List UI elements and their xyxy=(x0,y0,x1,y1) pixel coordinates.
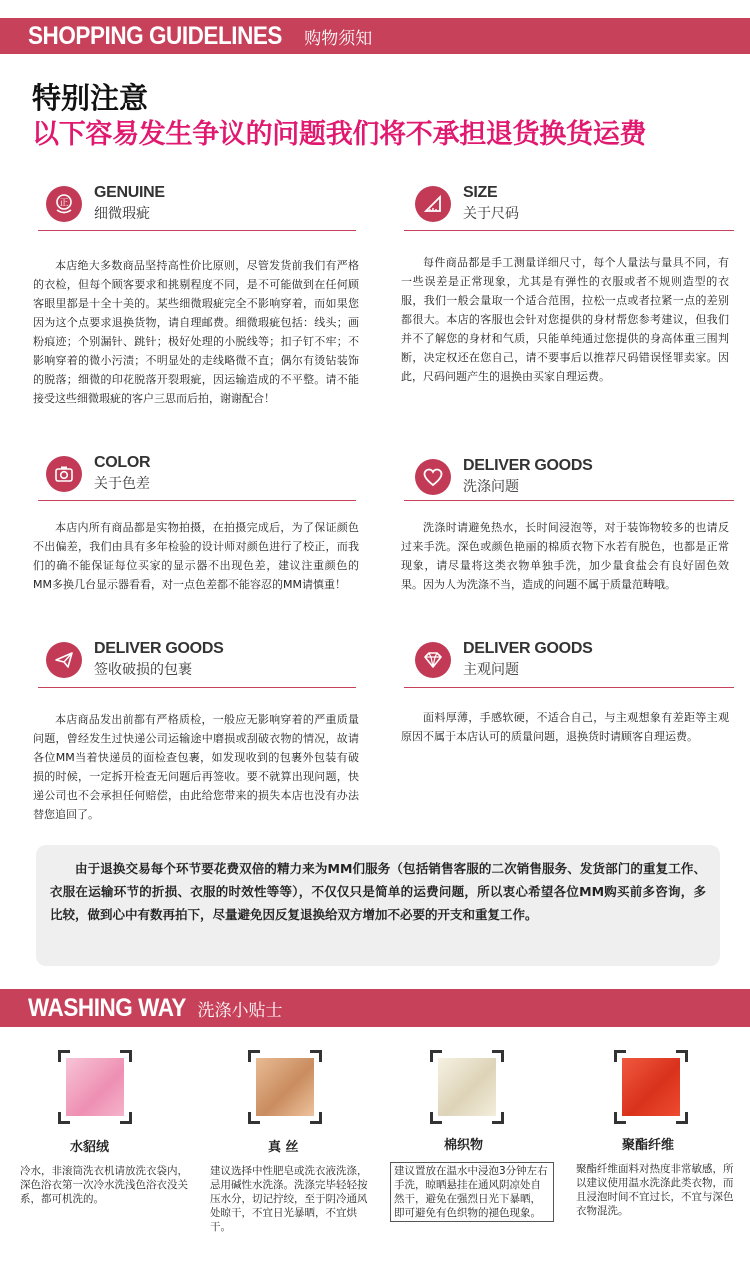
section-divider xyxy=(38,230,356,231)
section-divider xyxy=(38,687,356,688)
fabric-swatch-frame xyxy=(248,1050,322,1124)
section-divider xyxy=(38,500,356,501)
section-size xyxy=(415,182,745,230)
fabric-swatch-frame xyxy=(58,1050,132,1124)
fabric-swatch xyxy=(622,1058,680,1116)
section-body-color: 本店内所有商品都是实物拍摄，在拍摄完成后，为了保证颜色不出偏差，我们由具有多年检验的设计师对颜色进行了校正，而我们的确不能保证每位买家的显示器不出现色差，建议注重颜色的MM多换几台显示器看看，对一点色差都不能容忍的MM请慎重！ xyxy=(33,521,359,591)
washing-way-banner xyxy=(0,989,750,1027)
section-title-en: SIZE xyxy=(463,184,498,201)
section-body-damaged-package: 本店商品发出前都有严格质检，一般应无影响穿着的严重质量问题，曾经发生过快递公司运输途中磨损或刮破衣物的情况，故请各位MM当着快递员的面检查包裹，如发现收到的包裹外包装有破损的时候，一定拆开检查无问题后再签收。要不就算出现问题，快递公司也不会承担任何赔偿，由此给您带来的损失本店也没有办法替您追回了。 xyxy=(33,713,359,821)
section-body-subjective-issues: 面料厚薄，手感软硬，不适合自己，与主观想象有差距等主观原因不属于本店认可的质量问题，退换货时请顾客自理运费。 xyxy=(401,711,729,743)
fabric-care-text: 建议选择中性肥皂或洗衣液洗涤，忌用碱性水洗涤。洗涤完毕轻轻按压水分，切记拧绞，至于阴冷通风处晾干，不宜日光暴晒，不宜烘干。 xyxy=(210,1165,368,1233)
section-damaged-package xyxy=(46,638,376,686)
fabric-name: 棉织物 xyxy=(444,1138,484,1153)
fabric-name: 聚酯纤维 xyxy=(622,1138,675,1153)
fabric-name: 水貂绒 xyxy=(70,1140,110,1155)
camera-icon xyxy=(46,456,82,492)
section-body-genuine: 本店绝大多数商品坚持高性价比原则，尽管发货前我们有严格的衣检，但每个顾客要求和挑剔程度不同，是不可能做到在任何顾客眼里都是十全十美的。某些细微瑕疵完全不影响穿着，而如果您因为这个点要求退换货物，请自理邮费。细微瑕疵包括：线头；画粉痕迹；个别漏针、跳针；极好处理的小脱线等；扣子钉不牢；不影响穿着的微小污渍；不明显处的走线略微不直；偶尔有烫钻装饰的脱落；细微的印花脱落开裂瑕疵，因运输造成的不平整。请不能接受这些细微瑕疵的客户三思而后拍，谢谢配合！ xyxy=(33,259,359,405)
section-title-en: DELIVER GOODS xyxy=(463,640,593,657)
fabric-name: 真 丝 xyxy=(268,1140,299,1155)
notice-subtitle: 以下容易发生争议的问题我们将不承担退货换货运费 xyxy=(32,119,647,150)
fabric-swatch xyxy=(66,1058,124,1116)
ruler-triangle-icon xyxy=(415,186,451,222)
section-title-en: DELIVER GOODS xyxy=(94,640,224,657)
section-washing-issues xyxy=(415,455,745,503)
shopping-guidelines-banner xyxy=(0,18,750,54)
section-divider xyxy=(404,230,734,231)
genuine-seal-icon xyxy=(46,186,82,222)
fabric-swatch xyxy=(438,1058,496,1116)
diamond-icon xyxy=(415,642,451,678)
banner-title-cn: 购物须知 xyxy=(304,28,373,49)
fabric-swatch-frame xyxy=(614,1050,688,1124)
fabric-care-text: 建议置放在温水中浸泡3分钟左右手洗，晾晒悬挂在通风阴凉处自然干，避免在强烈日光下暴晒，即可避免有色织物的褪色现象。 xyxy=(390,1162,554,1222)
fabric-care-text: 聚酯纤维面料对热度非常敏感，所以建议使用温水洗涤此类衣物，而且浸泡时间不宜过长，不宜与深色衣物混洗。 xyxy=(576,1163,734,1217)
section-body-washing-issues: 洗涤时请避免热水，长时间浸泡等，对于装饰物较多的也请反过来手洗。深色或颜色艳丽的棉质衣物下水若有脱色，也都是正常现象，请尽量将这类衣物单独手洗，加少量食盐会有良好固色效果。因为人为洗涤不当，造成的问题不属于质量范畴哦。 xyxy=(401,521,729,591)
section-divider xyxy=(404,500,734,501)
section-title-en: COLOR xyxy=(94,454,151,471)
banner-title-cn: 洗涤小贴士 xyxy=(197,1000,283,1021)
section-title-cn: 关于尺码 xyxy=(463,206,519,222)
svg-text:正: 正 xyxy=(59,198,69,209)
section-title-en: GENUINE xyxy=(94,184,165,201)
section-title-en: DELIVER GOODS xyxy=(463,457,593,474)
section-title-cn: 细微瑕疵 xyxy=(94,206,150,222)
fabric-swatch xyxy=(256,1058,314,1116)
heart-icon xyxy=(415,459,451,495)
notice-title: 特别注意 xyxy=(32,81,149,115)
section-title-cn: 签收破损的包裹 xyxy=(94,662,192,678)
section-color xyxy=(46,452,376,500)
section-subjective-issues xyxy=(415,638,745,686)
fabric-care-text: 冷水，非滚筒洗衣机请放洗衣袋内，深色浴衣第一次冷水洗浅色浴衣没关系，都可机洗的。 xyxy=(20,1165,188,1205)
return-policy-callout: 由于退换交易每个环节要花费双倍的精力来为MM们服务（包括销售客服的二次销售服务、发货部门的重复工作、衣服在运输环节的折损、衣服的时效性等等），不仅仅只是简单的运费问题，所以衷心希望各位MM购买前多咨询，多比较，做到心中有数再拍下，尽量避免因反复退换给双方增加不必要的开支和重复工作。 xyxy=(36,845,720,966)
section-title-cn: 关于色差 xyxy=(94,476,150,492)
section-genuine xyxy=(46,182,376,230)
banner-title-en: WASHING WAY xyxy=(28,993,186,1022)
banner-title-en: SHOPPING GUIDELINES xyxy=(28,21,282,50)
section-divider xyxy=(404,687,734,688)
section-title-cn: 洗涤问题 xyxy=(463,479,519,495)
paper-plane-icon xyxy=(46,642,82,678)
fabric-swatch-frame xyxy=(430,1050,504,1124)
section-title-cn: 主观问题 xyxy=(463,662,519,678)
section-body-size: 每件商品都是手工测量详细尺寸，每个人量法与量具不同，有一些误差是正常现象，尤其是有弹性的衣服或者不规则造型的衣服，我们一般会量取一个适合范围，拉松一点或者拉紧一点的差别都很大。本店的客服也会针对您提供的身材帮您参考建议，但我们并不了解您的身材和气质，只能单纯通过您提供的身高体重三围判断，决定权还在您自己，请不要事后以推荐尺码错误怪罪卖家。因此，尺码问题产生的退换由买家自理运费。 xyxy=(401,256,729,383)
